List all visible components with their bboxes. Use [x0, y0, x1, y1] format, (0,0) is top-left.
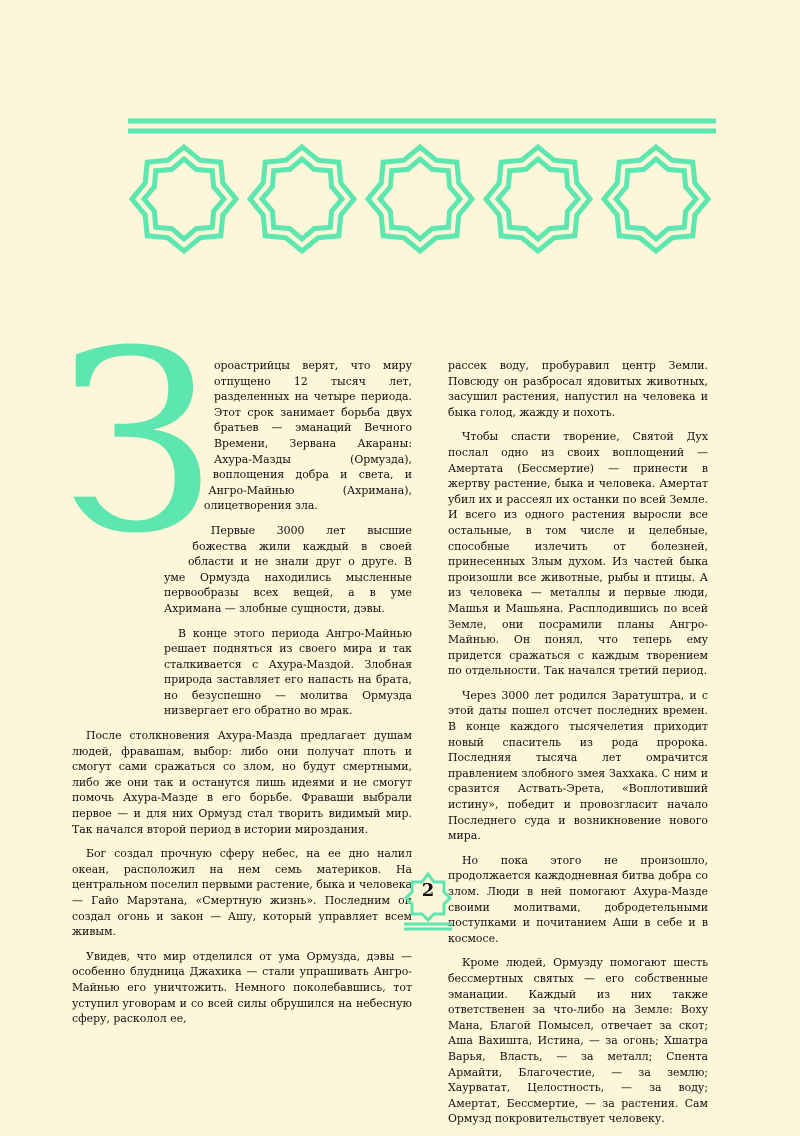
paragraph: Но пока этого не произошло, продолжается каждодневная битва добра со злом. Люди в ней помогают Ахура-Мазде своими молитвами, добродетельными поступками и почитанием Аши в себе и в космосе.: [448, 853, 708, 945]
paragraph: Бог создал прочную сферу небес, на ее дно налил океан, расположил на нем семь материков. На центральном поселил первыми растение, быка и человека — Гайо Марэтана, «Смертную жизнь». Последним он создал огонь и закон — Ашу, который управляет всем живым.: [72, 847, 412, 939]
paragraph: Первые 3000 лет высшие божества жили каждый в своей области и не знали друг о друге. В уме Ормузда находились мысленные первообразы всех вещей, а в уме Ахримана — злобные сущности, дэвы.: [164, 523, 412, 615]
geometric-border-ornament: [128, 117, 716, 263]
star-motif: [380, 159, 460, 239]
star-motif: [616, 159, 696, 239]
right-text-column: [448, 358, 708, 1136]
star-motif: [262, 159, 342, 239]
star-motif: [144, 159, 224, 239]
paragraph: ороастрийцы верят, что миру отпущено 12 тысяч лет, разделенных на четыре периода. Этот срок занимает борьба двух братьев — эманаций Вечного Времени, Зервана Акараны: Ахура-Мазды (Ормузда), воплощения добра и света, и Ангро-Майнью (Ахримана), олицетворения зла.: [203, 359, 412, 513]
star-motif: [132, 147, 236, 251]
paragraph: Кроме людей, Ормузду помогают шесть бессмертных святых — его собственные эманации. Каждый из них также ответственен за что-либо на Земле: Воху Мана, Благой Помысел, отвечает за скот; Аша Вахишта, Истина, — за огонь; Хшатра Варья, Власть, — за металл; Спента Армайти, Благочестие, — за землю; Хаурватат, Целостность, — за воду; Амертат, Бессмертие, — за растения. Сам Ормузд покровительствует человеку.: [448, 956, 708, 1126]
paragraph: Чтобы спасти творение, Святой Дух послал одно из своих воплощений — Амертата (Бессмертие) — принести в жертву растение, быка и человека. Амертат убил их и рассеял их останки по всей Земле. И всего из одного растения выросли все остальные, в том числе и целебные, способные излечить от болезней, принесенных Злым духом. Из частей быка произошли все животные, рыбы и птицы. А из человека — металлы и первые люди, Машья и Машьяна. Расплодившись по всей Земле, они посрамили планы Ангро-Майнью. Он понял, что теперь ему придется сражаться с каждым творением по отдельности. Так начался третий период.: [448, 430, 708, 678]
star-motif: [486, 147, 590, 251]
paragraph: В конце этого периода Ангро-Майнью решает подняться из своего мира и так сталкивается с Ахура-Маздой. Злобная природа заставляет его напасть на брата, но безуспешно — молитва Ормузда низвергает его обратно во мрак.: [164, 626, 412, 718]
star-motif: [498, 159, 578, 239]
left-text-column: [72, 358, 412, 1036]
dropcap-letter: З: [60, 297, 216, 588]
page-number: 2: [421, 880, 435, 901]
star-motif: [250, 147, 354, 251]
star-motif: [604, 147, 708, 251]
paragraph: рассек воду, пробуравил центр Земли. Повсюду он разбросал ядовитых животных, засушил растения, напустил на человека и быка голод, жажду и похоть.: [448, 359, 708, 419]
paragraph: Через 3000 лет родился Заратуштра, и с этой даты пошел отсчет последних времен. В конце каждого тысячелетия приходит новый спаситель из рода пророка. Последняя тысяча лет омрачится правлением злобного змея Заххака. С ним и сразится Аствать-Эрета, «Воплотивший истину», победит и провозгласит начало Последнего суда и возникновение нового мира.: [448, 688, 708, 843]
paragraph: Увидев, что мир отделился от ума Ормузда, дэвы — особенно блудница Джахика — стали упрашивать Ангро-Майнью его уничтожить. Немного поколебавшись, тот уступил уговорам и со всей силы обрушился на небесную сферу, расколол ее,: [72, 949, 412, 1026]
star-motif: [368, 147, 472, 251]
paragraph: После столкновения Ахура-Мазда предлагает душам людей, фравашам, выбор: либо они получат плоть и смогут сами сражаться со злом, но будут смертными, либо же они так и останутся лишь идеями и не смогут помочь Ахура-Мазде в его борьбе. Фраваши выбрали первое — и для них Ормузд стал творить видимый мир. Так начался второй период в истории мироздания.: [72, 729, 412, 836]
